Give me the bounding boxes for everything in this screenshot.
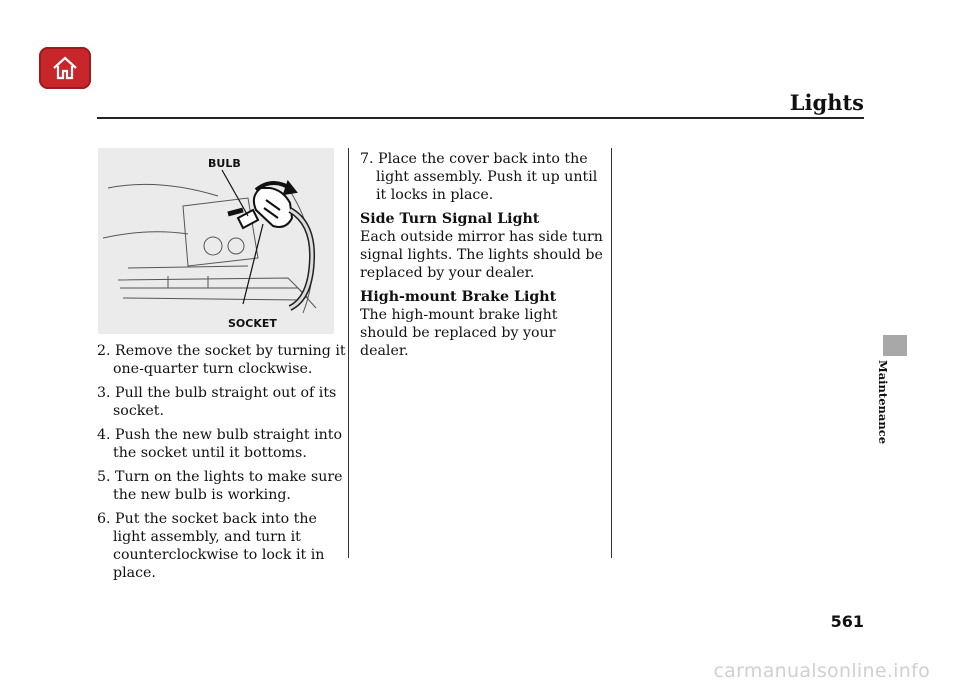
section-title: Lights bbox=[789, 90, 864, 115]
page-number: 561 bbox=[830, 612, 864, 631]
bulb-socket-diagram bbox=[98, 148, 334, 334]
column-divider-1 bbox=[348, 148, 349, 558]
step-4: 4. Push the new bulb straight into the socket until it bottoms. bbox=[97, 427, 343, 461]
step-5: 5. Turn on the lights to make sure the new bulb is working. bbox=[97, 469, 343, 503]
step-6: 6. Put the socket back into the light assembly, and turn it counterclockwise to lock it in place. bbox=[97, 511, 325, 581]
bulb-label: BULB bbox=[208, 157, 241, 170]
step-3: 3. Pull the bulb straight out of its socket. bbox=[97, 385, 337, 419]
maintenance-tab-label: Maintenance bbox=[876, 360, 890, 445]
watermark: carmanualsonline.info bbox=[713, 660, 930, 682]
high-mount-brake-section bbox=[360, 288, 605, 360]
socket-label: SOCKET bbox=[228, 317, 277, 330]
high-mount-brake-heading: High-mount Brake Light bbox=[360, 289, 557, 305]
maintenance-tab-marker[interactable] bbox=[883, 335, 907, 356]
header-rule bbox=[97, 117, 864, 119]
step-2: 2. Remove the socket by turning it one-quarter turn clockwise. bbox=[97, 343, 346, 377]
column-divider-2 bbox=[611, 148, 612, 558]
steps-column-left bbox=[97, 342, 347, 588]
step-7: 7. Place the cover back into the light assembly. Push it up until it locks in place. bbox=[360, 151, 598, 203]
home-icon bbox=[51, 54, 79, 82]
side-turn-signal-section bbox=[360, 210, 605, 282]
home-button[interactable] bbox=[39, 47, 91, 89]
high-mount-brake-body: The high-mount brake light should be replaced by your dealer. bbox=[360, 307, 558, 359]
steps-column-middle bbox=[360, 150, 605, 366]
bulb-socket-illustration bbox=[98, 148, 334, 334]
side-turn-signal-body: Each outside mirror has side turn signal lights. The lights should be replaced by your dealer. bbox=[360, 229, 603, 281]
side-turn-signal-heading: Side Turn Signal Light bbox=[360, 211, 540, 227]
maintenance-tab-label-wrap bbox=[872, 360, 896, 445]
